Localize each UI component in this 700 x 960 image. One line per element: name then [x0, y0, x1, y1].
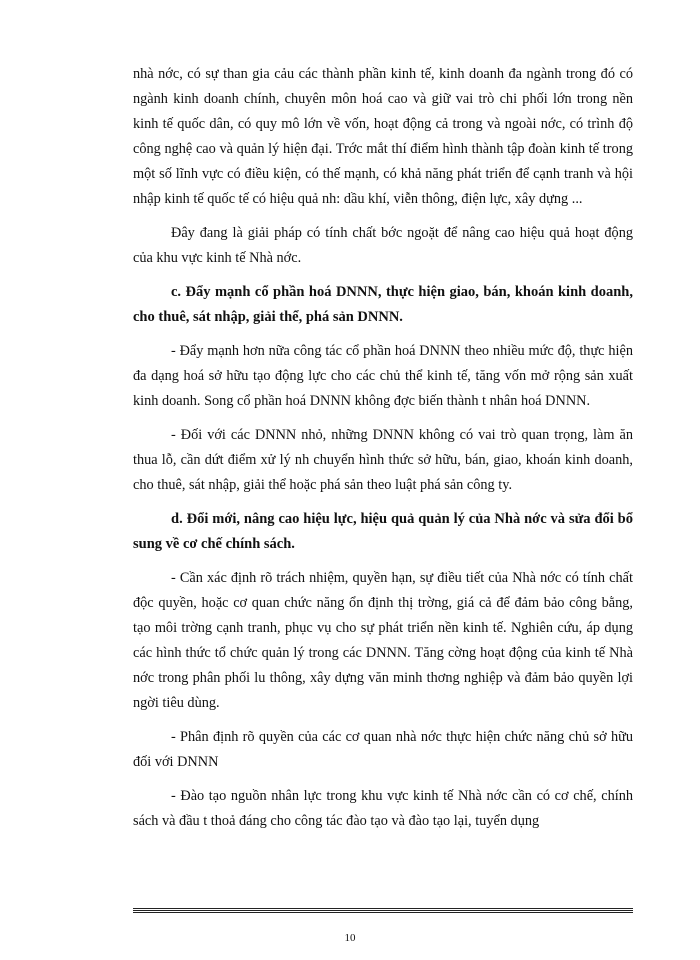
paragraph-responsibilities: - Cần xác định rõ trách nhiệm, quyền hạn, sự điều tiết của Nhà nớc có tính chất độc quyền, hoặc cơ quan chức năng ổn định thị trờng, giá cả để đảm bảo công bằng, tạo môi trờng cạnh tranh, phục vụ cho sự phát triển nền kinh tế. Nghiên cứu, áp dụng các hình thức tổ chức quản lý trong các DNNN. Tăng cờng hoạt động của kinh tế Nhà nớc trong phân phối lu thông, xây dựng văn minh thơng nghiệp và đảm bảo quyền lợi ngời tiêu dùng.: [133, 570, 633, 711]
paragraph-ownership-rights: - Phân định rõ quyền của các cơ quan nhà nớc thực hiện chức năng chủ sở hữu đối với DNNN: [133, 729, 633, 770]
section-heading-d: d. Đổi mới, nâng cao hiệu lực, hiệu quả quản lý của Nhà nớc và sửa đổi bổ sung về cơ chế chính sách.: [133, 511, 633, 552]
paragraph-continuation: nhà nớc, có sự than gia cảu các thành phần kinh tế, kinh doanh đa ngành trong đó có ngành kinh doanh chính, chuyên môn hoá cao và giữ vai trò chi phối lớn trong nền kinh tế quốc dân, có quy mô lớn về vốn, hoạt động cả trong và ngoài nớc, có trình độ công nghệ cao và quản lý hiện đại. Trớc mắt thí điểm hình thành tập đoàn kinh tế trong một số lĩnh vực có điều kiện, có thế mạnh, có khả năng phát triển để cạnh tranh và hội nhập kinh tế quốc tế có hiệu quả nh: dầu khí, viễn thông, điện lực, xây dựng ...: [133, 66, 633, 207]
body-text: [133, 62, 633, 843]
page-number: 10: [344, 932, 356, 944]
footer-divider: [133, 908, 633, 913]
paragraph-breakthrough-solution: Đây đang là giải pháp có tính chất bớc ngoặt để nâng cao hiệu quả hoạt động của khu vực kinh tế Nhà nớc.: [133, 225, 633, 266]
paragraph-equitization: - Đẩy mạnh hơn nữa công tác cổ phần hoá DNNN theo nhiều mức độ, thực hiện đa dạng hoá sở hữu tạo động lực cho các chủ thể kinh tế, tăng vốn mở rộng sản xuất kinh doanh. Song cổ phần hoá DNNN không đợc biến thành t nhân hoá DNNN.: [133, 343, 633, 409]
paragraph-small-soe: - Đối với các DNNN nhỏ, những DNNN không có vai trò quan trọng, làm ăn thua lỗ, cần dứt điểm xử lý nh chuyển hình thức sở hữu, bán, giao, khoán kinh doanh, cho thuê, sát nhập, giải thể hoặc phá sản theo luật phá sản công ty.: [133, 427, 633, 493]
section-heading-c: c. Đẩy mạnh cổ phần hoá DNNN, thực hiện giao, bán, khoán kinh doanh, cho thuê, sát nhập, giải thể, phá sản DNNN.: [133, 284, 633, 325]
paragraph-training: - Đào tạo nguồn nhân lực trong khu vực kinh tế Nhà nớc cần có cơ chế, chính sách và đầu t thoả đáng cho công tác đào tạo và đào tạo lại, tuyển dụng: [133, 788, 633, 829]
